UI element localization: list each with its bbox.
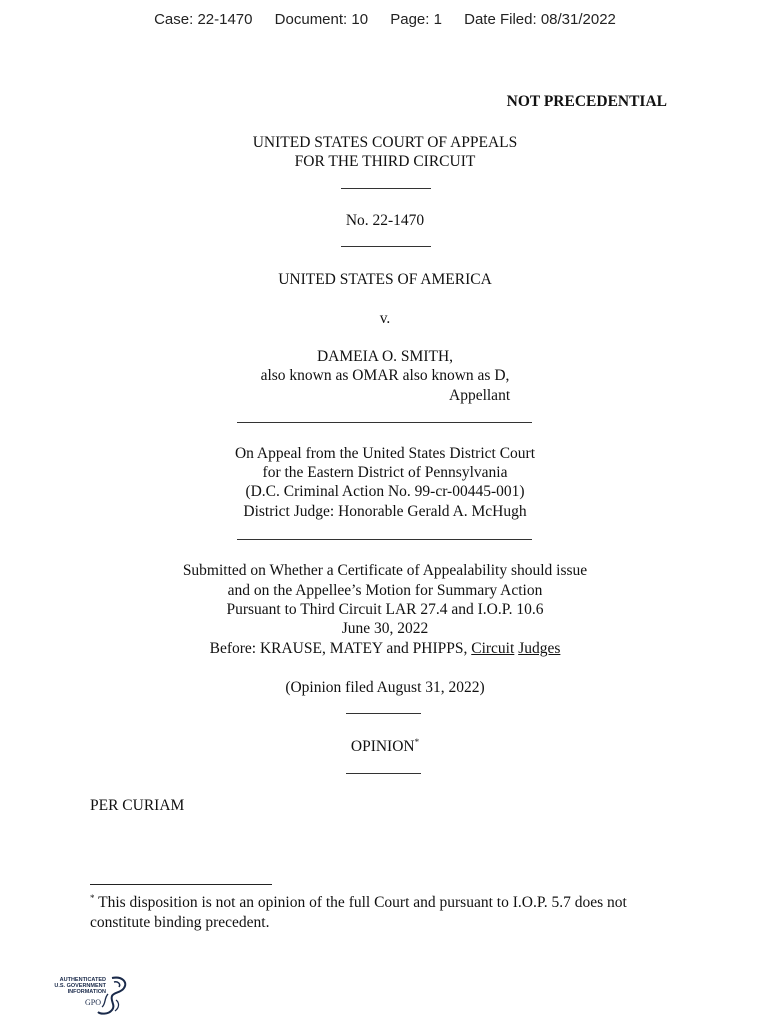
footnote-text: This disposition is not an opinion of the full Court and pursuant to I.O.P. 5.7 does not constitute binding precedent.: [90, 894, 627, 931]
gpo-line2: U.S. GOVERNMENT: [54, 983, 106, 990]
gpo-eagle-icon: [42, 974, 134, 1018]
panel-judges-names: Before: KRAUSE, MATEY and PHIPPS,: [209, 640, 472, 657]
stamp-case: Case: 22-1470: [154, 11, 253, 28]
footnote: [90, 893, 690, 933]
submission-line3: Pursuant to Third Circuit LAR 27.4 and I.O.P. 10.6: [226, 601, 544, 618]
panel-judges-title: Judges: [518, 640, 561, 657]
submission-line1: Submitted on Whether a Certificate of Appealability should issue: [182, 562, 588, 579]
panel-judges: [0, 639, 770, 659]
court-name-line1: UNITED STATES COURT OF APPEALS: [252, 134, 518, 151]
opinion-filed-date: (Opinion filed August 31, 2022): [285, 679, 485, 696]
submission-date: June 30, 2022: [341, 620, 429, 637]
docket-number: No. 22-1470: [345, 212, 425, 229]
footnote-divider: [90, 884, 272, 885]
divider: [341, 246, 431, 247]
opinion-heading: [0, 737, 770, 757]
submission-line2: and on the Appellee’s Motion for Summary Action: [227, 582, 543, 599]
opinion-heading-text: OPINION: [350, 738, 415, 755]
divider: [237, 539, 532, 540]
panel-judges-circuit: Circuit: [471, 640, 515, 657]
divider: [346, 713, 421, 714]
footnote-mark: *: [90, 892, 95, 903]
stamp-date-filed: Date Filed: 08/31/2022: [464, 11, 616, 28]
versus: v.: [379, 310, 391, 327]
filing-stamp: [0, 11, 770, 28]
footnote-reference[interactable]: *: [414, 736, 420, 747]
court-name-line2: FOR THE THIRD CIRCUIT: [294, 153, 476, 170]
gpo-line3: INFORMATION: [67, 989, 106, 996]
divider: [346, 773, 421, 774]
defendant-aliases: also known as OMAR also known as D,: [260, 367, 510, 384]
party-role: Appellant: [449, 387, 511, 404]
divider: [237, 422, 532, 423]
gpo-word: GPO: [85, 998, 102, 1007]
appeal-line2: for the Eastern District of Pennsylvania: [262, 464, 508, 481]
gpo-line1: AUTHENTICATED: [59, 977, 106, 983]
appeal-line4: District Judge: Honorable Gerald A. McHugh: [243, 503, 527, 520]
appeal-line3: (D.C. Criminal Action No. 99-cr-00445-001): [245, 483, 525, 500]
defendant-name: DAMEIA O. SMITH,: [316, 348, 454, 365]
gpo-authentication-seal: [42, 974, 134, 1018]
stamp-document: Document: 10: [274, 11, 369, 28]
precedential-status: NOT PRECEDENTIAL: [506, 93, 667, 110]
stamp-page: Page: 1: [390, 11, 442, 28]
divider: [341, 188, 431, 189]
plaintiff-name: UNITED STATES OF AMERICA: [278, 271, 492, 288]
appeal-line1: On Appeal from the United States District Court: [234, 445, 536, 462]
per-curiam: PER CURIAM: [90, 797, 185, 814]
